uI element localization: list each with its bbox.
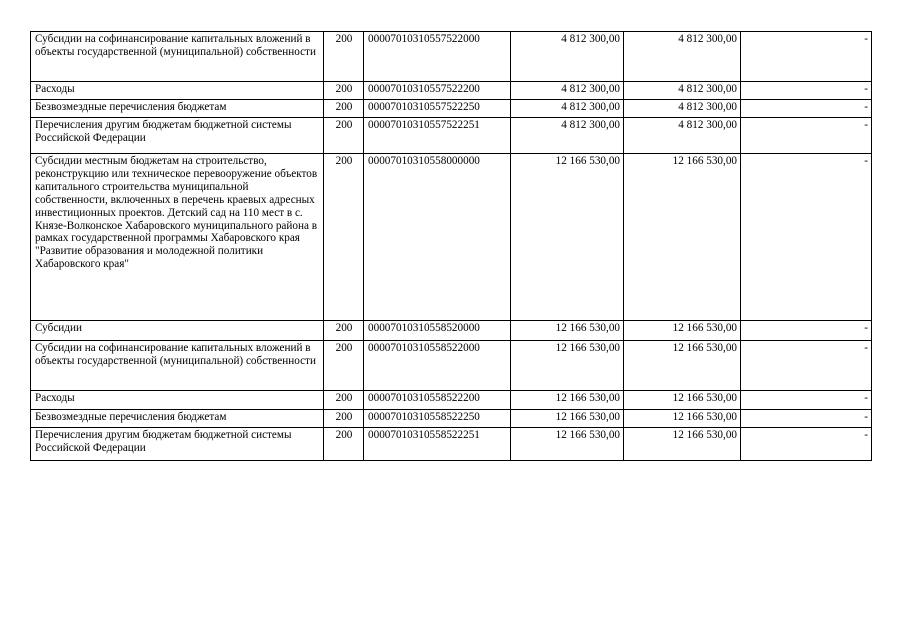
classification-code-cell: 00007010310557522200: [364, 82, 511, 100]
row-name-cell: Безвозмездные перечисления бюджетам: [31, 410, 324, 428]
approved-amount-cell: 4 812 300,00: [511, 100, 624, 118]
executed-amount-cell: 12 166 530,00: [624, 391, 741, 410]
row-name-cell: Субсидии местным бюджетам на строительство, реконструкцию или техническое перевооружение объектов капитального строительства муниципальной собственности, включенных в перечень краевых адресных инвестиционных проектов. Детский сад на 110 мест в с. Князе-Волконское Хабаровского муниципального района в рамках государственной программы Хабаровского края "Развитие образования и молодежной политики Хабаровского края": [31, 154, 324, 321]
executed-amount-cell: 12 166 530,00: [624, 321, 741, 341]
line-code-cell: 200: [324, 100, 364, 118]
approved-amount-cell: 4 812 300,00: [511, 82, 624, 100]
line-code-cell: 200: [324, 391, 364, 410]
executed-amount-cell: 4 812 300,00: [624, 82, 741, 100]
table-row: [31, 32, 872, 82]
table-row: [31, 341, 872, 391]
approved-amount-cell: 12 166 530,00: [511, 428, 624, 461]
line-code-cell: 200: [324, 154, 364, 321]
row-name-cell: Субсидии на софинансирование капитальных вложений в объекты государственной (муниципальной) собственности: [31, 32, 324, 82]
row-name-cell: Перечисления другим бюджетам бюджетной системы Российской Федерации: [31, 118, 324, 154]
table-row: [31, 154, 872, 321]
executed-amount-cell: 12 166 530,00: [624, 428, 741, 461]
budget-expenditure-table: [30, 31, 872, 461]
remainder-cell: -: [741, 321, 872, 341]
approved-amount-cell: 12 166 530,00: [511, 154, 624, 321]
row-name-cell: Субсидии: [31, 321, 324, 341]
line-code-cell: 200: [324, 82, 364, 100]
approved-amount-cell: 4 812 300,00: [511, 32, 624, 82]
classification-code-cell: 00007010310557522000: [364, 32, 511, 82]
approved-amount-cell: 12 166 530,00: [511, 391, 624, 410]
table-row: [31, 118, 872, 154]
classification-code-cell: 00007010310558522251: [364, 428, 511, 461]
approved-amount-cell: 12 166 530,00: [511, 321, 624, 341]
line-code-cell: 200: [324, 321, 364, 341]
remainder-cell: -: [741, 341, 872, 391]
classification-code-cell: 00007010310558000000: [364, 154, 511, 321]
row-name-cell: Перечисления другим бюджетам бюджетной системы Российской Федерации: [31, 428, 324, 461]
table-row: [31, 321, 872, 341]
executed-amount-cell: 12 166 530,00: [624, 341, 741, 391]
line-code-cell: 200: [324, 118, 364, 154]
executed-amount-cell: 12 166 530,00: [624, 410, 741, 428]
classification-code-cell: 00007010310558522200: [364, 391, 511, 410]
executed-amount-cell: 4 812 300,00: [624, 32, 741, 82]
executed-amount-cell: 12 166 530,00: [624, 154, 741, 321]
approved-amount-cell: 12 166 530,00: [511, 410, 624, 428]
remainder-cell: -: [741, 428, 872, 461]
table-row: [31, 410, 872, 428]
remainder-cell: -: [741, 154, 872, 321]
table-row: [31, 391, 872, 410]
classification-code-cell: 00007010310558522000: [364, 341, 511, 391]
classification-code-cell: 00007010310557522251: [364, 118, 511, 154]
row-name-cell: Расходы: [31, 82, 324, 100]
remainder-cell: -: [741, 118, 872, 154]
approved-amount-cell: 4 812 300,00: [511, 118, 624, 154]
remainder-cell: -: [741, 100, 872, 118]
classification-code-cell: 00007010310558522250: [364, 410, 511, 428]
classification-code-cell: 00007010310557522250: [364, 100, 511, 118]
remainder-cell: -: [741, 32, 872, 82]
row-name-cell: Расходы: [31, 391, 324, 410]
table-row: [31, 82, 872, 100]
remainder-cell: -: [741, 391, 872, 410]
remainder-cell: -: [741, 82, 872, 100]
approved-amount-cell: 12 166 530,00: [511, 341, 624, 391]
executed-amount-cell: 4 812 300,00: [624, 118, 741, 154]
line-code-cell: 200: [324, 410, 364, 428]
table-row: [31, 428, 872, 461]
table-row: [31, 100, 872, 118]
executed-amount-cell: 4 812 300,00: [624, 100, 741, 118]
line-code-cell: 200: [324, 341, 364, 391]
classification-code-cell: 00007010310558520000: [364, 321, 511, 341]
line-code-cell: 200: [324, 428, 364, 461]
row-name-cell: Субсидии на софинансирование капитальных вложений в объекты государственной (муниципальной) собственности: [31, 341, 324, 391]
line-code-cell: 200: [324, 32, 364, 82]
remainder-cell: -: [741, 410, 872, 428]
row-name-cell: Безвозмездные перечисления бюджетам: [31, 100, 324, 118]
